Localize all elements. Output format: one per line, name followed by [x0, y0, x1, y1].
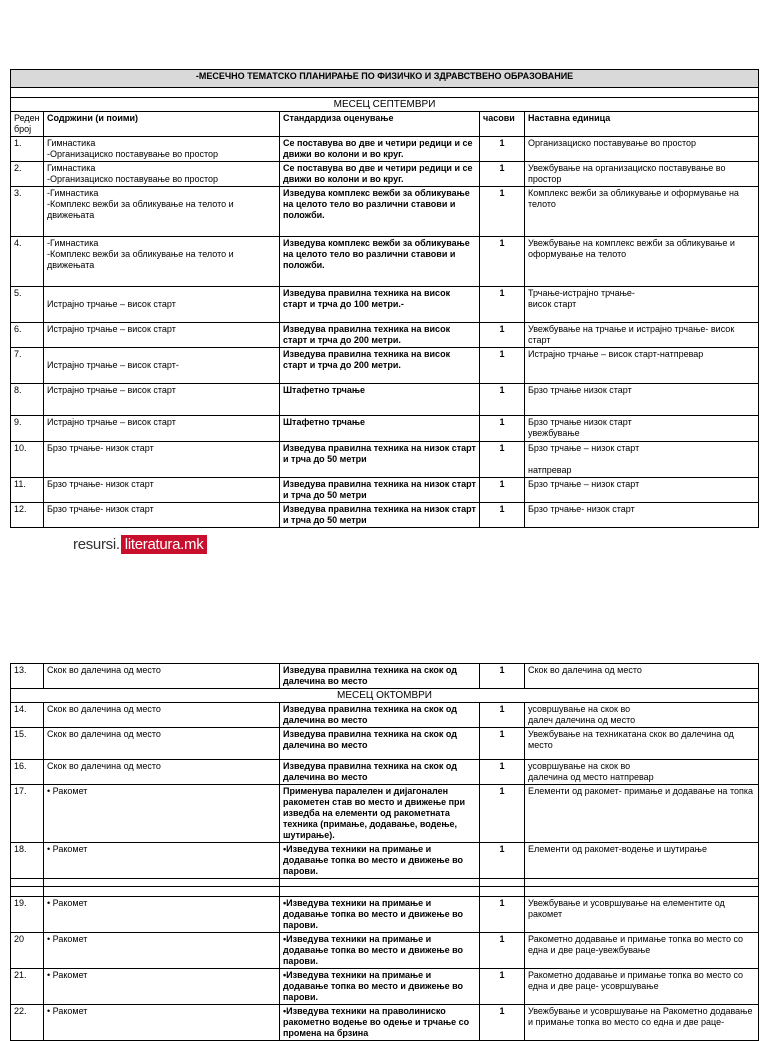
standard-cell: •Изведува техники на примање и додавање топка во место и движење во парови. [280, 843, 480, 879]
hours-cell: 1 [480, 703, 525, 728]
empty-cell [280, 879, 480, 887]
standard-cell: •Изведува техники на праволиниско ракометно водење во одење и трчање со промена на брзина [280, 1005, 480, 1041]
row-number-cell: 14. [11, 703, 44, 728]
unit-cell: Увежбување и усовршување на Ракометно додавање и примање топка во место со една и две раце- [525, 1005, 759, 1041]
row-number-cell: 7. [11, 348, 44, 384]
table-row [11, 384, 759, 416]
header-content: Содржини (и поими) [44, 112, 280, 137]
content-cell: Скок во далечина од место [44, 703, 280, 728]
unit-cell: усовршување на скок во далечина од место натпревар [525, 760, 759, 785]
hours-cell: 1 [480, 416, 525, 442]
standard-cell: Изведува правилна техника на скок од далечина во место [280, 664, 480, 689]
table-row [11, 416, 759, 442]
content-cell: Истрајно трчање – висок старт- [44, 348, 280, 384]
content-cell: Скок во далечина од место [44, 760, 280, 785]
standard-cell: Изведува комплекс вежби за обликување на целото тело во различни ставови и положби. [280, 237, 480, 287]
table-row [11, 323, 759, 348]
hours-cell: 1 [480, 162, 525, 187]
unit-cell: Трчање-истрајно трчање- висок старт [525, 287, 759, 323]
content-cell: Истрајно трчање – висок старт [44, 287, 280, 323]
empty-cell [44, 887, 280, 897]
plan-table-september [10, 69, 759, 528]
hours-cell: 1 [480, 843, 525, 879]
standard-cell: Изведува правилна техника на висок старт и трча до 200 метри. [280, 348, 480, 384]
hours-cell: 1 [480, 442, 525, 478]
empty-cell [480, 887, 525, 897]
table-row [11, 503, 759, 528]
empty-cell [280, 887, 480, 897]
hours-cell: 1 [480, 323, 525, 348]
table-row [11, 664, 759, 689]
row-number-cell: 6. [11, 323, 44, 348]
unit-cell: Елементи од ракомет- примање и додавање на топка [525, 785, 759, 843]
hours-cell: 1 [480, 664, 525, 689]
standard-cell: •Изведува техники на примање и додавање топка во место и движење во парови. [280, 969, 480, 1005]
content-cell: • Ракомет [44, 897, 280, 933]
row-number-cell: 17. [11, 785, 44, 843]
standard-cell: Се поставува во две и четири редици и се движи во колони и во круг. [280, 137, 480, 162]
content-cell: Гимнастика -Организациско поставување во простор [44, 162, 280, 187]
row-number-cell: 15. [11, 728, 44, 760]
table-row [11, 187, 759, 237]
unit-cell: Брзо трчање- низок старт [525, 503, 759, 528]
unit-cell: Организациско поставување во простор [525, 137, 759, 162]
row-number-cell: 18. [11, 843, 44, 879]
standard-cell: Изведува правилна техника на скок од далечина во место [280, 728, 480, 760]
standard-cell: Изведува правилна техника на висок старт и трча до 200 метри. [280, 323, 480, 348]
row-number-cell: 12. [11, 503, 44, 528]
empty-cell [11, 879, 44, 887]
header-standard: Стандардиза оценување [280, 112, 480, 137]
standard-cell: Изведува правилна техника на низок старт и трча до 50 метри [280, 478, 480, 503]
unit-cell: Брзо трчање – низок старт натпревар [525, 442, 759, 478]
standard-cell: Изведува правилна техника на низок старт и трча до 50 метри [280, 442, 480, 478]
unit-cell: Ракометно додавање и примање топка во место со една и две раце-увежбување [525, 933, 759, 969]
hours-cell: 1 [480, 287, 525, 323]
hours-cell: 1 [480, 237, 525, 287]
content-cell: -Гимнастика -Комплекс вежби за обликување на телото и движењата [44, 187, 280, 237]
unit-cell: Комплекс вежби за обликување и оформување на телото [525, 187, 759, 237]
plan-table-october [10, 663, 759, 1041]
content-cell: Скок во далечина од место [44, 728, 280, 760]
empty-cell [525, 879, 759, 887]
row-number-cell: 11. [11, 478, 44, 503]
content-cell: • Ракомет [44, 843, 280, 879]
content-cell: • Ракомет [44, 785, 280, 843]
empty-cell [480, 879, 525, 887]
unit-cell: Увежбување на организациско поставување во простор [525, 162, 759, 187]
standard-cell: Изведува комплекс вежби за обликување на целото тело во различни ставови и положби. [280, 187, 480, 237]
content-cell: Гимнастика -Организациско поставување во простор [44, 137, 280, 162]
standard-cell: •Изведува техники на примање и додавање топка во место и движење во парови. [280, 933, 480, 969]
row-number-cell: 21. [11, 969, 44, 1005]
standard-cell: Изведува правилна техника на низок старт и трча до 50 метри [280, 503, 480, 528]
row-number-cell: 19. [11, 897, 44, 933]
table-row [11, 703, 759, 728]
table-row [11, 237, 759, 287]
standard-cell: Изведува правилна техника на скок од далечина во место [280, 760, 480, 785]
table-row [11, 785, 759, 843]
row-number-cell: 9. [11, 416, 44, 442]
table-row [11, 348, 759, 384]
row-number-cell: 4. [11, 237, 44, 287]
logo-box: literatura.mk [121, 535, 208, 554]
hours-cell: 1 [480, 187, 525, 237]
table-row [11, 933, 759, 969]
content-cell: Истрајно трчање – висок старт [44, 384, 280, 416]
unit-cell: усовршување на скок во далеч далечина од место [525, 703, 759, 728]
unit-cell: Скок во далечина од место [525, 664, 759, 689]
standard-cell: Изведува правилна техника на скок од далечина во место [280, 703, 480, 728]
standard-cell: Штафетно трчање [280, 384, 480, 416]
hours-cell: 1 [480, 760, 525, 785]
table-row [11, 1005, 759, 1041]
unit-cell: Брзо трчање – низок старт [525, 478, 759, 503]
content-cell: -Гимнастика -Комплекс вежби за обликување на телото и движењата [44, 237, 280, 287]
content-cell: Истрајно трчање – висок старт [44, 416, 280, 442]
hours-cell: 1 [480, 728, 525, 760]
table-row [11, 843, 759, 879]
hours-cell: 1 [480, 785, 525, 843]
document-title: -МЕСЕЧНО ТЕМАТСКО ПЛАНИРАЊЕ ПО ФИЗИЧКО И ЗДРАВСТВЕНО ОБРАЗОВАНИЕ [11, 70, 759, 88]
empty-cell [11, 887, 44, 897]
hours-cell: 1 [480, 348, 525, 384]
standard-cell: Се поставува во две и четири редици и се движи во колони и во круг. [280, 162, 480, 187]
table-row [11, 137, 759, 162]
header-num: Реден број [11, 112, 44, 137]
standard-cell: •Изведува техники на примање и додавање топка во место и движење во парови. [280, 897, 480, 933]
row-number-cell: 3. [11, 187, 44, 237]
month-heading-september: МЕСЕЦ СЕПТЕМВРИ [11, 98, 759, 112]
empty-row [11, 879, 759, 887]
table-row [11, 162, 759, 187]
header-unit: Наставна единица [525, 112, 759, 137]
row-number-cell: 5. [11, 287, 44, 323]
content-cell: Брзо трчање- низок старт [44, 478, 280, 503]
empty-cell [525, 887, 759, 897]
table-row [11, 287, 759, 323]
table-row [11, 760, 759, 785]
row-number-cell: 22. [11, 1005, 44, 1041]
month-heading-october: МЕСЕЦ ОКТОМВРИ [11, 689, 759, 703]
site-logo[interactable] [73, 533, 207, 555]
content-cell: • Ракомет [44, 933, 280, 969]
hours-cell: 1 [480, 503, 525, 528]
standard-cell: Применува паралелен и дијагонален ракометен став во место и движење при изведба на елементи од ракометната техника (примање, додавање, водење, шутирање). [280, 785, 480, 843]
empty-row [11, 887, 759, 897]
unit-cell: Истрајно трчање – висок старт-натпревар [525, 348, 759, 384]
row-number-cell: 10. [11, 442, 44, 478]
unit-cell: Увежбување на комплекс вежби за обликување и оформување на телото [525, 237, 759, 287]
standard-cell: Изведува правилна техника на висок старт и трча до 100 метри.- [280, 287, 480, 323]
standard-cell: Штафетно трчање [280, 416, 480, 442]
hours-cell: 1 [480, 384, 525, 416]
table-row [11, 897, 759, 933]
row-number-cell: 20 [11, 933, 44, 969]
content-cell: Истрајно трчање – висок старт [44, 323, 280, 348]
table-row [11, 969, 759, 1005]
content-cell: Брзо трчање- низок старт [44, 503, 280, 528]
row-number-cell: 8. [11, 384, 44, 416]
content-cell: • Ракомет [44, 1005, 280, 1041]
unit-cell: Брзо трчање низок старт [525, 384, 759, 416]
unit-cell: Елементи од ракомет-водење и шутирање [525, 843, 759, 879]
empty-cell [44, 879, 280, 887]
header-hours: часови [480, 112, 525, 137]
row-number-cell: 2. [11, 162, 44, 187]
hours-cell: 1 [480, 1005, 525, 1041]
content-cell: Брзо трчање- низок старт [44, 442, 280, 478]
row-number-cell: 13. [11, 664, 44, 689]
content-cell: • Ракомет [44, 969, 280, 1005]
table-row [11, 478, 759, 503]
unit-cell: Увежбување на техникатана скок во далечина од место [525, 728, 759, 760]
table-row [11, 442, 759, 478]
logo-prefix: resursi. [73, 535, 120, 553]
unit-cell: Ракометно додавање и примање топка во место со една и две раце- усовршување [525, 969, 759, 1005]
unit-cell: Увежбување и усовршување на елементите од ракомет [525, 897, 759, 933]
hours-cell: 1 [480, 933, 525, 969]
content-cell: Скок во далечина од место [44, 664, 280, 689]
table-row [11, 728, 759, 760]
hours-cell: 1 [480, 969, 525, 1005]
unit-cell: Увежбување на трчање и истрајно трчање- висок старт [525, 323, 759, 348]
row-number-cell: 1. [11, 137, 44, 162]
empty-row [11, 88, 759, 98]
row-number-cell: 16. [11, 760, 44, 785]
hours-cell: 1 [480, 897, 525, 933]
hours-cell: 1 [480, 478, 525, 503]
hours-cell: 1 [480, 137, 525, 162]
unit-cell: Брзо трчање низок старт увежбување [525, 416, 759, 442]
